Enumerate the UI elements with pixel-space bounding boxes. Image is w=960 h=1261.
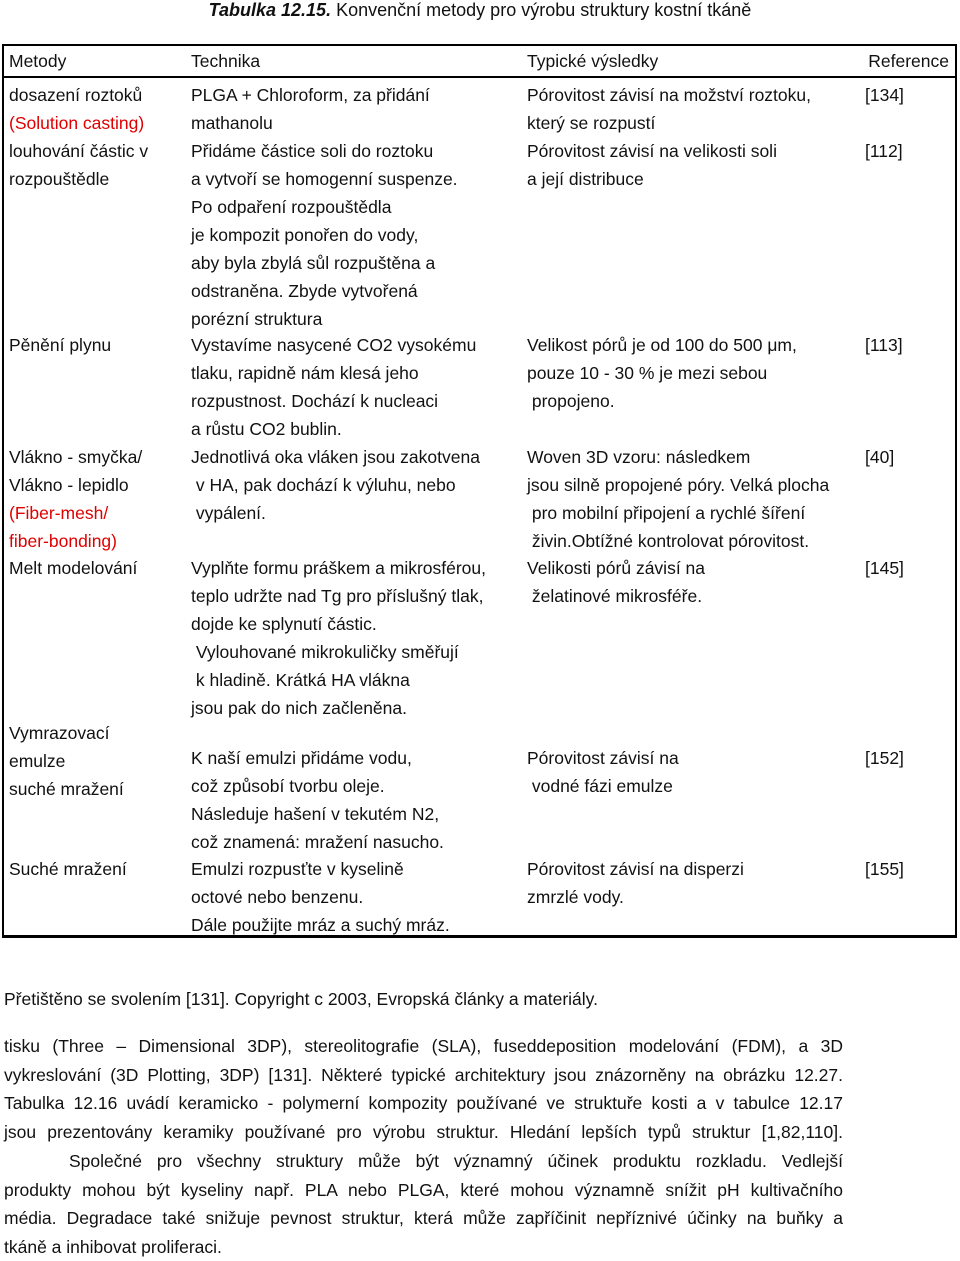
technique-line: teplo udržte nad Tg pro příslušný tlak, [191, 586, 484, 606]
table-header-row [4, 46, 955, 78]
method-line: Pěnění plynu [9, 335, 112, 355]
method-line: rozpouštědle [9, 169, 110, 189]
method-line: Vymrazovací [9, 723, 110, 743]
results-line: a její distribuce [527, 169, 644, 189]
results-cell [527, 81, 811, 137]
reference-text: [152] [865, 748, 904, 768]
paragraph-line: jsou prezentovány keramiky používané pro výrobu struktur. Hledání lepších typů struktur [1,82,110]. [4, 1121, 843, 1142]
technique-cell [191, 855, 450, 939]
technique-line: Dále použijte mráz a suchý mráz. [191, 915, 450, 935]
header-reference: Reference [868, 51, 949, 71]
method-line: (Solution casting) [9, 113, 145, 133]
technique-line: k hladině. Krátká HA vlákna [191, 670, 410, 690]
technique-line: vypálení. [191, 503, 266, 523]
technique-line: mathanolu [191, 113, 273, 133]
technique-cell [191, 81, 430, 137]
method-line: louhování částic v [9, 141, 149, 161]
technique-line: aby byla zbylá sůl rozpuštěna a [191, 253, 436, 273]
results-cell [527, 744, 679, 800]
body-paragraph [4, 1032, 843, 1146]
results-line: Woven 3D vzoru: následkem [527, 447, 751, 467]
method-line: Vlákno - smyčka/ [9, 447, 143, 467]
method-cell [9, 554, 137, 582]
method-line: fiber-bonding) [9, 531, 117, 551]
table-number: Tabulka 12.15. [208, 0, 332, 20]
paragraph-line: média. Degradace také snižuje pevnost struktur, která může zapříčinit nepříznivé účinky na buňky a [4, 1208, 843, 1229]
technique-line: rozpustnost. Dochází k nucleaci [191, 391, 439, 411]
paragraph-line: tkáně a inhibovat proliferaci. [4, 1236, 222, 1257]
technique-line: Vystavíme nasycené CO2 vysokému [191, 335, 477, 355]
method-cell [9, 331, 111, 359]
reference-cell [865, 744, 904, 772]
technique-line: Přidáme částice soli do roztoku [191, 141, 434, 161]
reference-text: [113] [865, 335, 903, 355]
technique-line: Následuje hašení v tekutém N2, [191, 804, 440, 824]
method-cell [9, 719, 124, 803]
reference-cell [865, 331, 903, 359]
technique-line: dojde ke splynutí částic. [191, 614, 377, 634]
method-cell [9, 81, 144, 137]
results-line: Pórovitost závisí na velikosti soli [527, 141, 777, 161]
method-line: Melt modelování [9, 558, 138, 578]
results-cell [527, 855, 744, 911]
technique-line: tlaku, rapidně nám klesá jeho [191, 363, 419, 383]
results-line: jsou silně propojené póry. Velká plocha [527, 475, 830, 495]
technique-line: a vytvoří se homogenní suspenze. [191, 169, 458, 189]
technique-line: odstraněna. Zbyde vytvořená [191, 281, 418, 301]
technique-line: Vylouhované mikrokuličky směřují [191, 642, 459, 662]
reference-cell [865, 137, 903, 165]
reference-cell [865, 81, 904, 109]
table-title: Konvenční metody pro výrobu struktury kostní tkáně [336, 0, 752, 20]
results-line: vodné fázi emulze [527, 776, 673, 796]
technique-line: je kompozit ponořen do vody, [191, 225, 419, 245]
methods-table [2, 44, 957, 938]
results-cell [527, 331, 797, 415]
technique-cell [191, 554, 486, 722]
technique-line: Jednotlivá oka vláken jsou zakotvena [191, 447, 480, 467]
results-line: pouze 10 - 30 % je mezi sebou [527, 363, 768, 383]
method-cell [9, 137, 148, 193]
technique-line: v HA, pak dochází k výluhu, nebo [191, 475, 456, 495]
results-line: pro mobilní připojení a rychlé šíření [527, 503, 806, 523]
technique-line: což způsobí tvorbu oleje. [191, 776, 385, 796]
reference-text: [155] [865, 859, 904, 879]
technique-line: jsou pak do nich začleněna. [191, 698, 407, 718]
results-line: živin.Obtížné kontrolovat pórovitost. [527, 531, 810, 551]
reference-cell [865, 855, 904, 883]
method-cell [9, 855, 127, 883]
technique-line: porézní struktura [191, 309, 323, 329]
results-line: zmrzlé vody. [527, 887, 624, 907]
results-line: Velikost pórů je od 100 do 500 μm, [527, 335, 797, 355]
method-cell [9, 443, 142, 555]
technique-line: Emulzi rozpusťte v kyselině [191, 859, 404, 879]
reference-cell [865, 443, 894, 471]
paragraph-line: vykreslování (3D Plotting, 3DP) [131]. Některé typické architektury jsou znázorněny na obrázku 12.27. [4, 1064, 843, 1085]
header-results: Typické výsledky [527, 51, 659, 71]
method-line: emulze [9, 751, 66, 771]
method-line: (Fiber-mesh/ [9, 503, 109, 523]
technique-line: octové nebo benzenu. [191, 887, 364, 907]
technique-line: což znamená: mražení nasucho. [191, 832, 444, 852]
results-line: Pórovitost závisí na disperzi [527, 859, 744, 879]
reference-text: [112] [865, 141, 903, 161]
reprint-note: Přetištěno se svolením [131]. Copyright c 2003, Evropská články a materiály. [4, 989, 598, 1009]
results-line: propojeno. [527, 391, 615, 411]
reference-text: [40] [865, 447, 895, 467]
technique-cell [191, 137, 458, 333]
table-caption [0, 0, 960, 20]
results-line: Velikosti pórů závisí na [527, 558, 706, 578]
technique-line: K naší emulzi přidáme vodu, [191, 748, 412, 768]
results-line: který se rozpustí [527, 113, 656, 133]
paragraph-line: Tabulka 12.16 uvádí keramicko - polymerní kompozity používané ve struktuře kosti a v tabulce 12.17 [4, 1093, 843, 1114]
technique-line: Vyplňte formu práškem a mikrosférou, [191, 558, 487, 578]
results-line: Pórovitost závisí na [527, 748, 679, 768]
technique-cell [191, 744, 444, 856]
results-cell [527, 554, 705, 610]
technique-line: a růstu CO2 bublin. [191, 419, 342, 439]
method-line: dosazení roztoků [9, 85, 143, 105]
method-line: Suché mražení [9, 859, 127, 879]
body-paragraph [4, 1147, 843, 1261]
header-methods: Metody [9, 51, 67, 71]
paragraph-line: produkty mohou být kyseliny např. PLA nebo PLGA, které mohou významně snížit pH kultivačního [4, 1179, 843, 1200]
reference-text: [145] [865, 558, 904, 578]
technique-cell [191, 443, 480, 527]
method-line: Vlákno - lepidlo [9, 475, 129, 495]
results-cell [527, 137, 777, 193]
technique-line: Po odpaření rozpouštědla [191, 197, 392, 217]
technique-line: PLGA + Chloroform, za přidání [191, 85, 430, 105]
results-cell [527, 443, 829, 555]
reference-cell [865, 554, 904, 582]
reference-text: [134] [865, 85, 904, 105]
results-line: Pórovitost závisí na možství roztoku, [527, 85, 811, 105]
technique-cell [191, 331, 476, 443]
method-line: suché mražení [9, 779, 124, 799]
paragraph-line: Společné pro všechny struktury může být významný účinek produktu rozkladu. Vedlejší [69, 1151, 843, 1171]
results-line: želatinové mikrosféře. [527, 586, 703, 606]
paragraph-line: tisku (Three – Dimensional 3DP), stereolitografie (SLA), fuseddeposition modelování (FDM), a 3D [4, 1036, 843, 1056]
header-technique: Technika [191, 51, 261, 71]
